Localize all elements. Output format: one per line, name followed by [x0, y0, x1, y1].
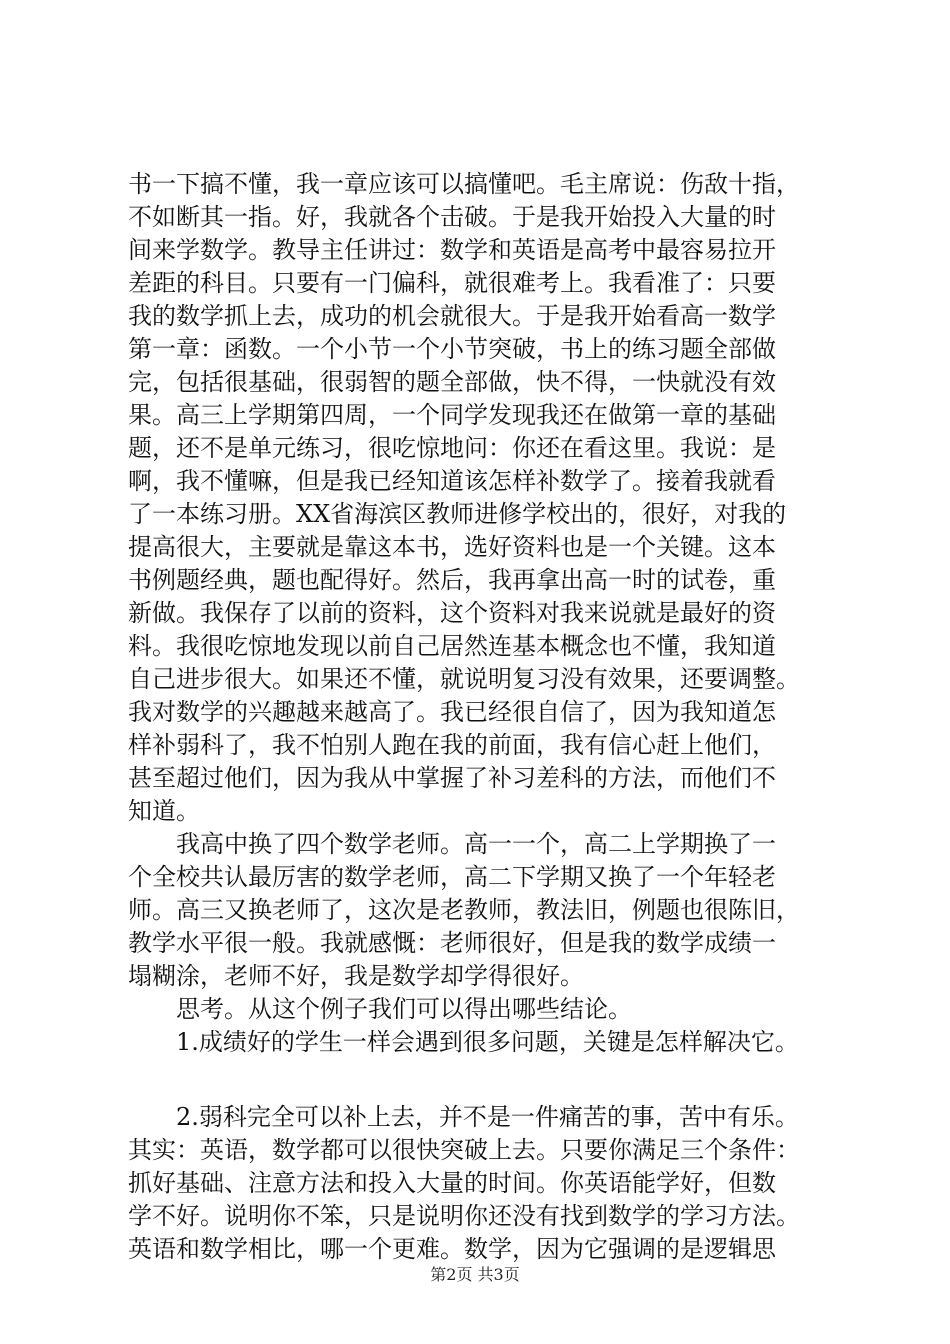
text-line: 师。高三又换老师了，这次是老教师，教法旧，例题也很陈旧，	[128, 896, 800, 924]
text-line: 其实：英语，数学都可以很快突破上去。只要你满足三个条件：	[128, 1136, 800, 1164]
text-line: 不如断其一指。好，我就各个击破。于是我开始投入大量的时	[128, 203, 776, 231]
text-line: 自己进步很大。如果还不懂，就说明复习没有效果，还要调整。	[128, 665, 800, 693]
page-footer	[0, 1264, 950, 1286]
text-line: 第一章：函数。一个小节一个小节突破，书上的练习题全部做	[128, 335, 776, 363]
text-line: 学不好。说明你不笨，只是说明你还没有找到数学的学习方法。	[128, 1202, 800, 1230]
page-number-label: 第2页 共3页	[430, 1265, 520, 1284]
paragraph-start-line: 我高中换了四个数学老师。高一一个，高二上学期换了一	[176, 830, 776, 858]
text-line: 提高很大，主要就是靠这本书，选好资料也是一个关键。这本	[128, 533, 776, 561]
text-line: 甚至超过他们，因为我从中掌握了补习差科的方法，而他们不	[128, 764, 776, 792]
text-line: 果。高三上学期第四周，一个同学发现我还在做第一章的基础	[128, 401, 776, 429]
text-line: 个全校共认最厉害的数学老师，高二下学期又换了一个年轻老	[128, 863, 776, 891]
list-item-2: 2.弱科完全可以补上去，并不是一件痛苦的事，苦中有乐。	[176, 1103, 799, 1131]
text-line: 题，还不是单元练习，很吃惊地问：你还在看这里。我说：是	[128, 434, 776, 462]
text-line: 我的数学抓上去，成功的机会就很大。于是我开始看高一数学	[128, 302, 776, 330]
paragraph-start-line: 思考。从这个例子我们可以得出哪些结论。	[176, 995, 632, 1023]
text-line: 塌糊涂，老师不好，我是数学却学得很好。	[128, 962, 584, 990]
text-line: 差距的科目。只要有一门偏科，就很难考上。我看准了：只要	[128, 269, 776, 297]
text-line: 完，包括很基础，很弱智的题全部做，快不得，一快就没有效	[128, 368, 776, 396]
text-line: 样补弱科了，我不怕别人跑在我的前面，我有信心赶上他们，	[128, 731, 776, 759]
text-line: 了一本练习册。XX省海滨区教师进修学校出的，很好，对我的	[128, 500, 787, 528]
text-line: 教学水平很一般。我就感慨：老师很好，但是我的数学成绩一	[128, 929, 776, 957]
list-item-1: 1.成绩好的学生一样会遇到很多问题，关键是怎样解决它。	[176, 1028, 799, 1056]
text-line: 书例题经典，题也配得好。然后，我再拿出高一时的试卷，重	[128, 566, 776, 594]
text-line: 啊，我不懂嘛，但是我已经知道该怎样补数学了。接着我就看	[128, 467, 776, 495]
text-line: 间来学数学。教导主任讲过：数学和英语是高考中最容易拉开	[128, 236, 776, 264]
text-line: 知道。	[128, 797, 200, 825]
text-line: 书一下搞不懂，我一章应该可以搞懂吧。毛主席说：伤敌十指，	[128, 170, 800, 198]
text-line: 我对数学的兴趣越来越高了。我已经很自信了，因为我知道怎	[128, 698, 776, 726]
text-line: 新做。我保存了以前的资料，这个资料对我来说就是最好的资	[128, 599, 776, 627]
text-line: 料。我很吃惊地发现以前自己居然连基本概念也不懂，我知道	[128, 632, 776, 660]
text-line: 英语和数学相比，哪一个更难。数学，因为它强调的是逻辑思	[128, 1235, 776, 1263]
body-text	[128, 168, 848, 1266]
text-line: 抓好基础、注意方法和投入大量的时间。你英语能学好，但数	[128, 1169, 776, 1197]
